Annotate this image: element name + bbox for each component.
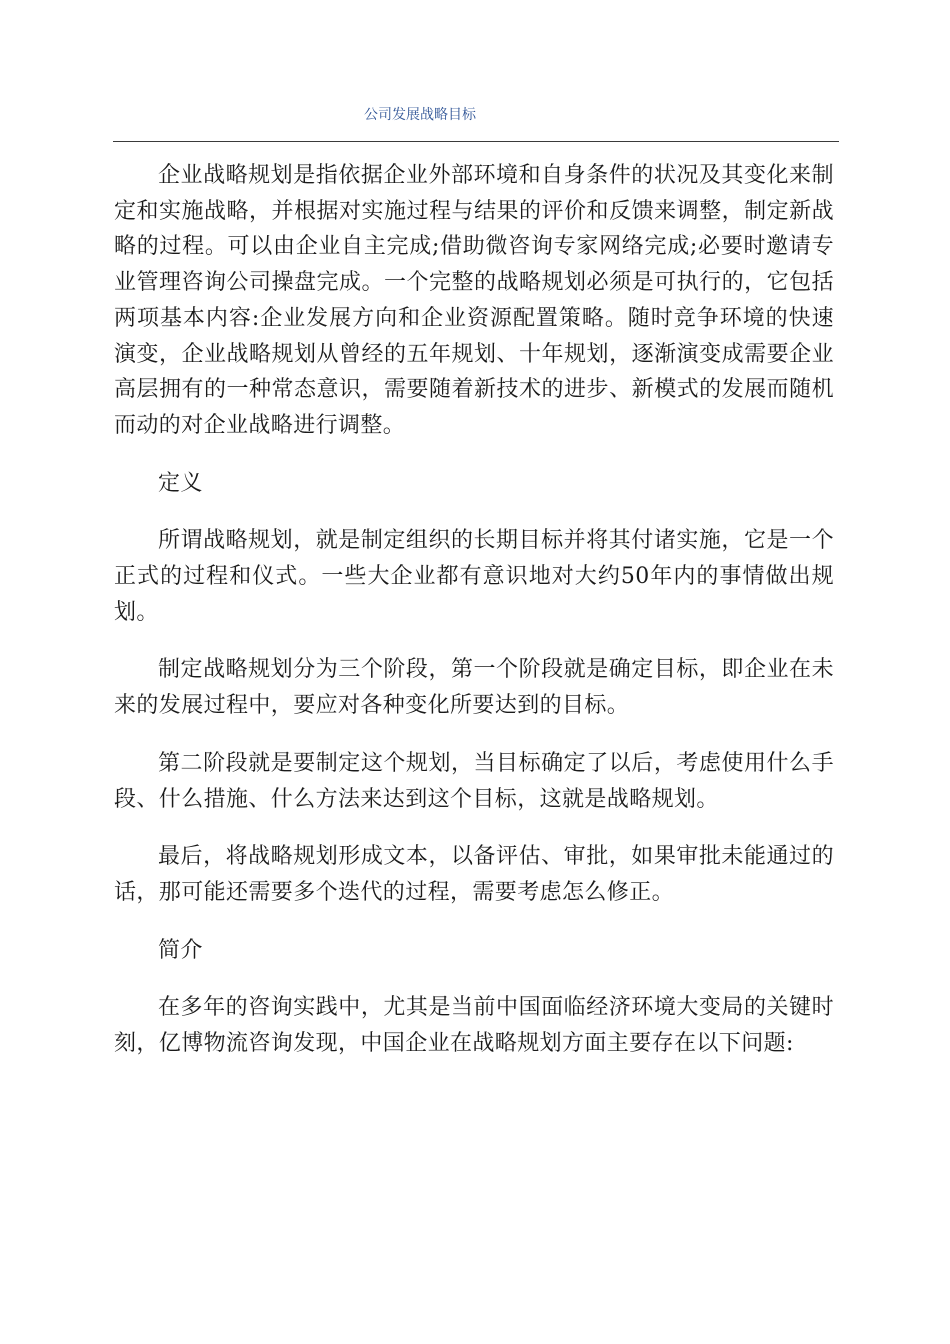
page-header-title: 公司发展战略目标	[364, 107, 476, 123]
paragraph-introduction: 在多年的咨询实践中，尤其是当前中国面临经济环境大变局的关键时刻，亿博物流咨询发现，中国企业在战略规划方面主要存在以下问题:	[114, 995, 834, 1057]
paragraph-stage-one: 制定战略规划分为三个阶段，第一个阶段就是确定目标，即企业在未来的发展过程中，要应对各种变化所要达到的目标。	[114, 657, 834, 719]
document-body	[114, 158, 834, 1084]
paragraph-stage-three: 最后，将战略规划形成文本，以备评估、审批，如果审批未能通过的话，那可能还需要多个迭代的过程，需要考虑怎么修正。	[114, 844, 834, 905]
section-heading-definition: 定义	[158, 470, 203, 496]
paragraph-definition: 所谓战略规划，就是制定组织的长期目标并将其付诸实施，它是一个正式的过程和仪式。一些大企业都有意识地对大约50年内的事情做出规划。	[114, 528, 834, 625]
paragraph-intro: 企业战略规划是指依据企业外部环境和自身条件的状况及其变化来制定和实施战略，并根据对实施过程与结果的评价和反馈来调整，制定新战略的过程。可以由企业自主完成;借助微咨询专家网络完成;必要时邀请专业管理咨询公司操盘完成。一个完整的战略规划必须是可执行的，它包括两项基本内容:企业发展方向和企业资源配置策略。随时竞争环境的快速演变，企业战略规划从曾经的五年规划、十年规划，逐渐演变成需要企业高层拥有的一种常态意识，需要随着新技术的进步、新模式的发展而随机而动的对企业战略进行调整。	[114, 163, 834, 438]
section-heading-introduction: 简介	[158, 937, 203, 963]
header-divider	[113, 141, 839, 142]
paragraph-stage-two: 第二阶段就是要制定这个规划，当目标确定了以后，考虑使用什么手段、什么措施、什么方法来达到这个目标，这就是战略规划。	[114, 750, 834, 812]
